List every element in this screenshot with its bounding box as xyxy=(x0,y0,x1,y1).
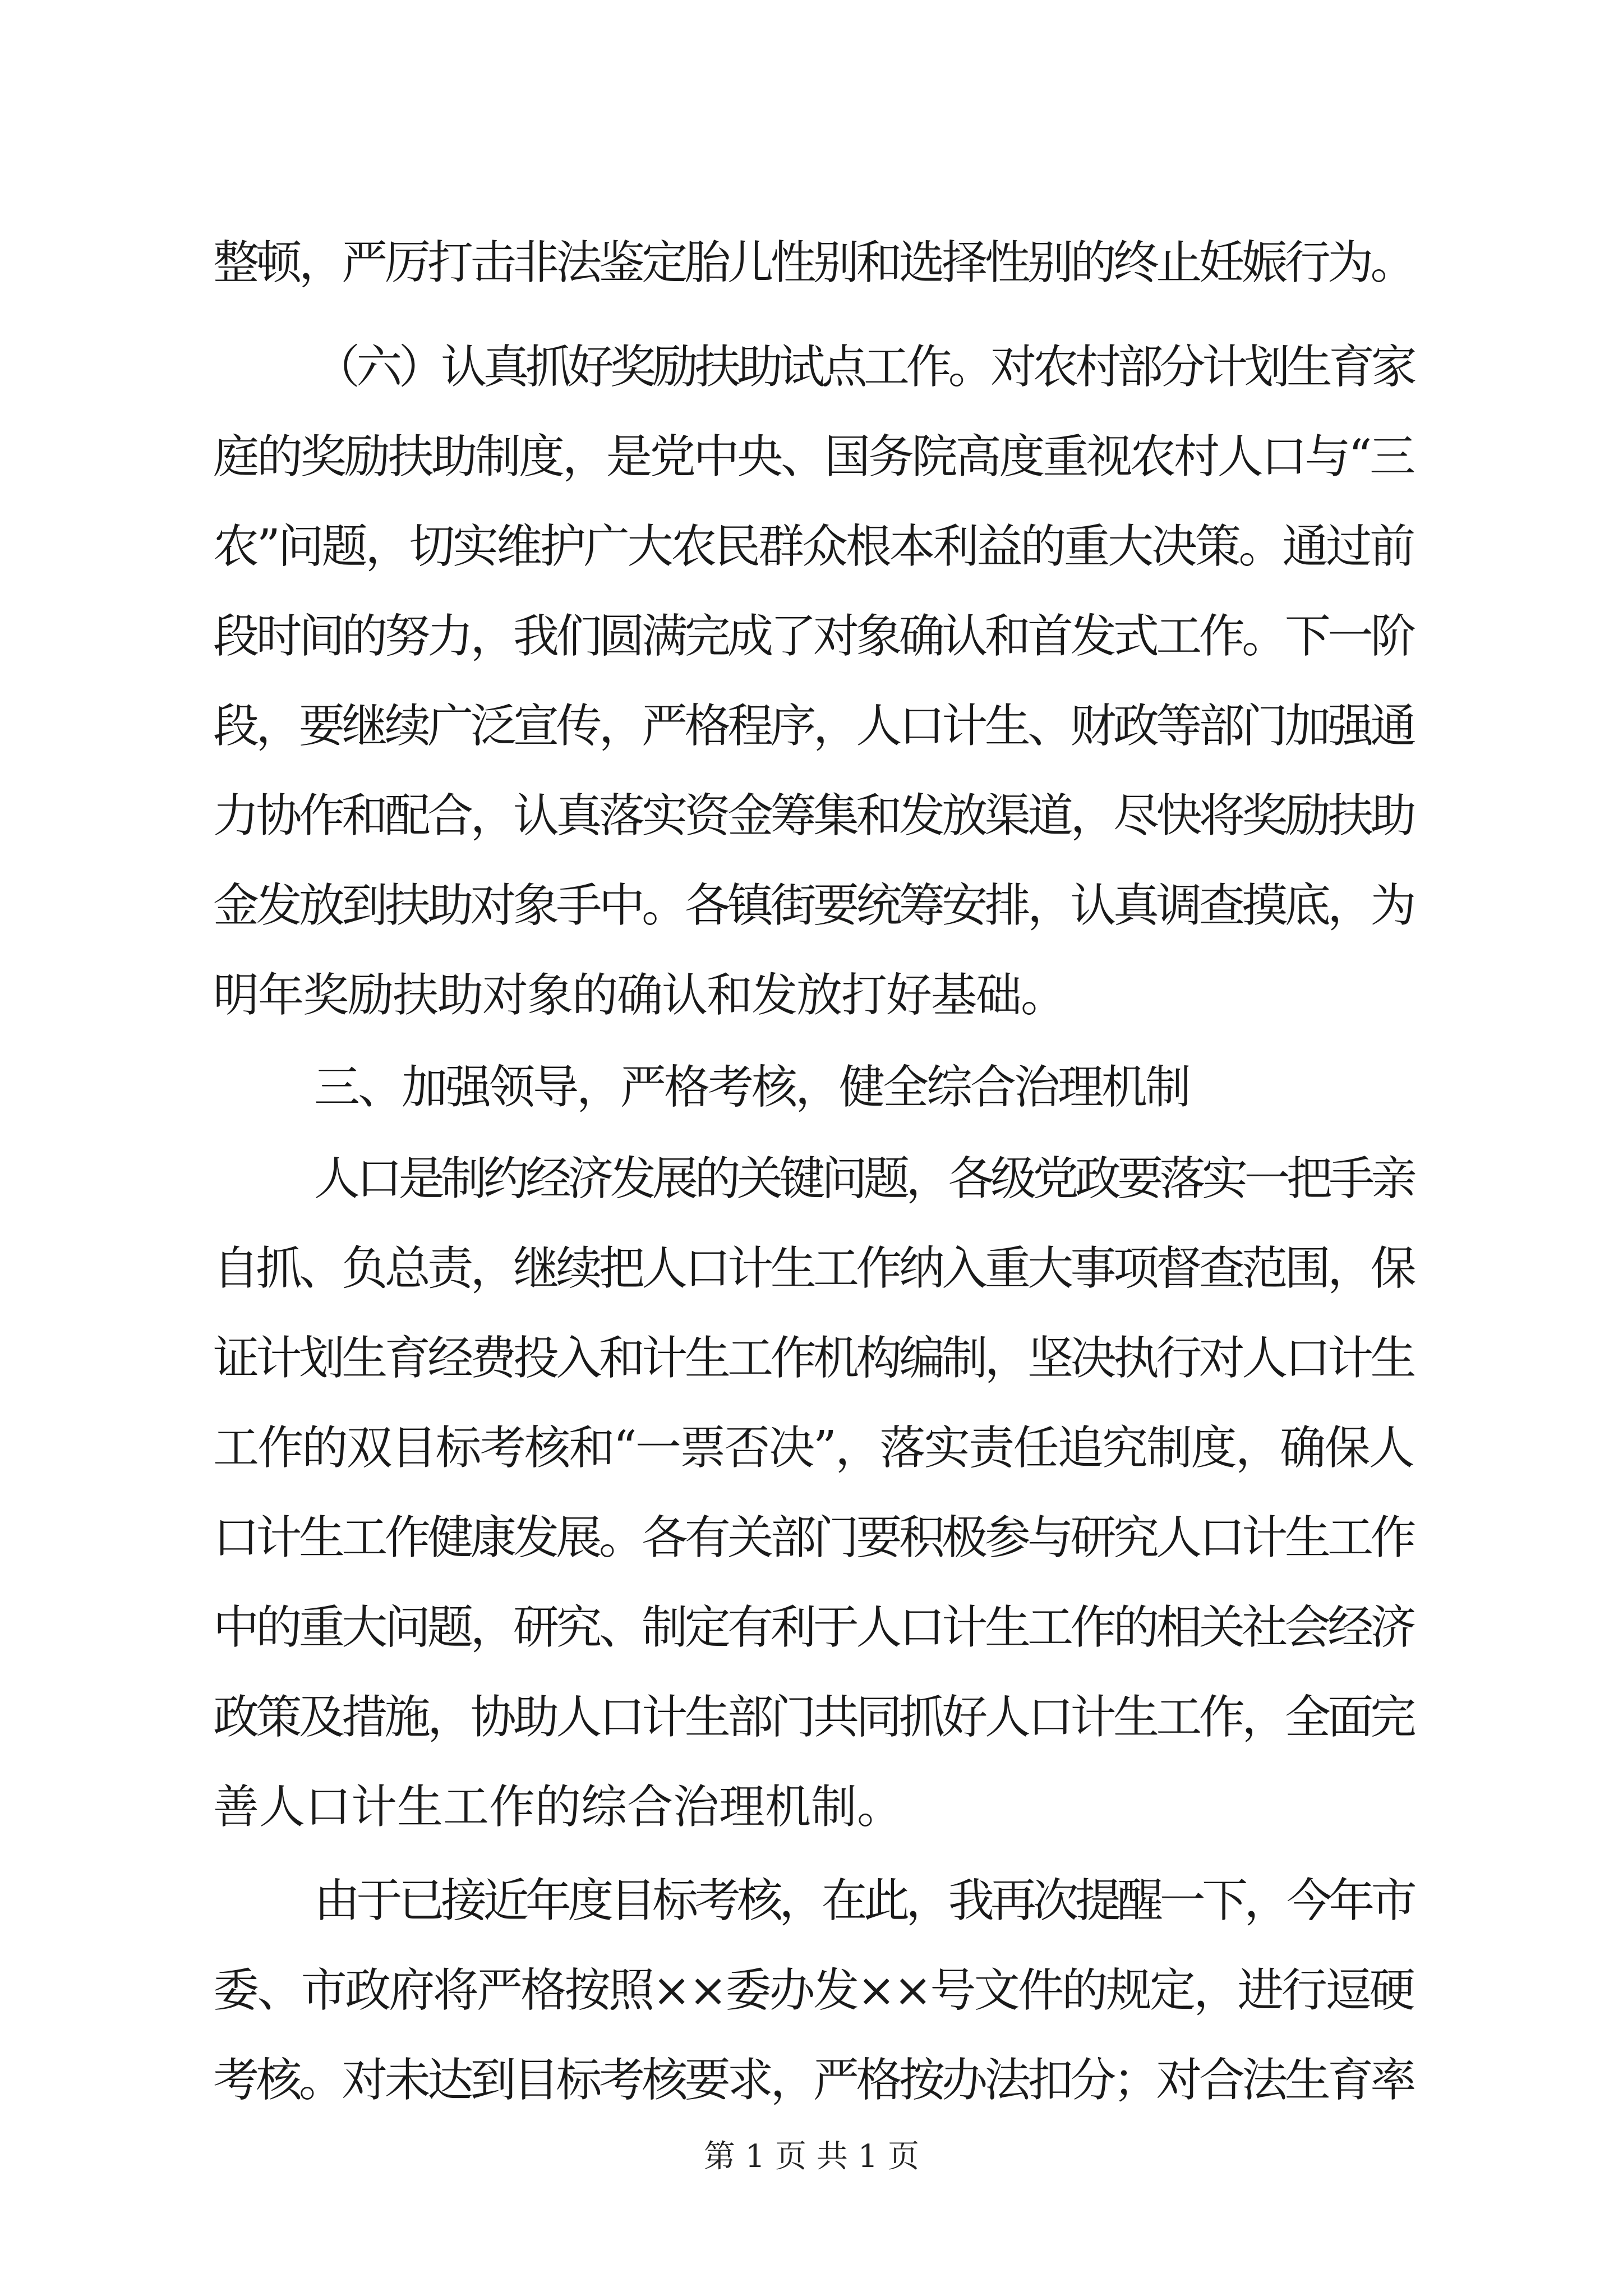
line-text: 中的重大问题，研究、制定有利于人口计生工作的相关社会经济 xyxy=(213,1601,1413,1655)
paragraph-line xyxy=(0,603,1623,670)
line-text: 明年奖励扶助对象的确认和发放打好基础。 xyxy=(213,968,1066,1022)
paragraph-line xyxy=(0,1867,1623,1935)
line-text: 整顿，严厉打击非法鉴定胎儿性别和选择性别的终止妊娠行为。 xyxy=(213,236,1413,290)
line-text: 口计生工作健康发展。各有关部门要积极参与研究人口计生工作 xyxy=(213,1511,1413,1565)
line-text: 由于已接近年度目标考核，在此，我再次提醒一下，今年市 xyxy=(314,1874,1413,1928)
paragraph-line xyxy=(0,1684,1623,1751)
paragraph-line xyxy=(0,1594,1623,1662)
line-text: 人口是制约经济发展的关键问题，各级党政要落实一把手亲 xyxy=(314,1152,1413,1206)
line-text: 工作的双目标考核和“一票否决”，落实责任追究制度，确保人 xyxy=(213,1421,1413,1475)
line-text: 力协作和配合，认真落实资金筹集和发放渠道，尽快将奖励扶助 xyxy=(213,789,1413,843)
paragraph-line xyxy=(0,1957,1623,2024)
paragraph-line xyxy=(0,1145,1623,1213)
line-text: （六）认真抓好奖励扶助试点工作。对农村部分计划生育家 xyxy=(314,341,1413,394)
line-text: 段时间的努力，我们圆满完成了对象确认和首发式工作。下一阶 xyxy=(213,610,1413,664)
paragraph-line xyxy=(0,962,1623,1029)
paragraph-line xyxy=(0,693,1623,760)
paragraph-line xyxy=(0,1504,1623,1572)
paragraph-line xyxy=(0,1054,1623,1121)
line-text: 考核。对未达到目标考核要求，严格按办法扣分；对合法生育率 xyxy=(213,2054,1413,2108)
page-footer: 第 1 页 共 1 页 xyxy=(703,2138,920,2175)
paragraph-line xyxy=(0,229,1623,297)
line-text: 农”问题，切实维护广大农民群众根本利益的重大决策。通过前 xyxy=(213,520,1413,574)
paragraph-line xyxy=(0,1415,1623,1482)
paragraph-line xyxy=(0,872,1623,940)
line-text: 政策及措施，协助人口计生部门共同抓好人口计生工作，全面完 xyxy=(213,1691,1413,1745)
line-text: 自抓、负总责，继续把人口计生工作纳入重大事项督查范围，保 xyxy=(213,1242,1413,1296)
line-text: 委、市政府将严格按照××委办发××号文件的规定，进行逗硬 xyxy=(213,1964,1413,2018)
line-text: 三、加强领导，严格考核，健全综合治理机制 xyxy=(314,1060,1189,1114)
line-text: 庭的奖励扶助制度，是党中央、国务院高度重视农村人口与“三 xyxy=(213,430,1413,484)
paragraph-line xyxy=(0,513,1623,581)
paragraph-line xyxy=(0,1325,1623,1392)
paragraph-line xyxy=(0,2047,1623,2114)
paragraph-line xyxy=(0,1235,1623,1303)
paragraph-line xyxy=(0,783,1623,850)
line-text: 善人口计生工作的综合治理机制。 xyxy=(213,1780,903,1834)
line-text: 段，要继续广泛宣传，严格程序，人口计生、财政等部门加强通 xyxy=(213,700,1413,753)
paragraph-line xyxy=(0,1774,1623,1841)
paragraph-line xyxy=(0,424,1623,491)
line-text: 金发放到扶助对象手中。各镇街要统筹安排，认真调查摸底，为 xyxy=(213,878,1413,932)
line-text: 证计划生育经费投入和计生工作机构编制，坚决执行对人口计生 xyxy=(213,1332,1413,1386)
paragraph-line xyxy=(0,334,1623,401)
